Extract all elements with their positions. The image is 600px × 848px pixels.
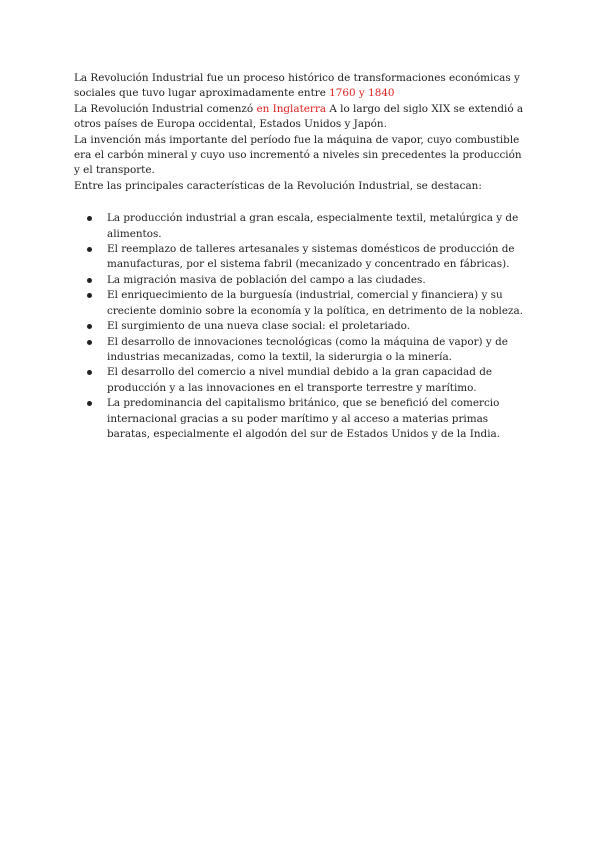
intro-paragraph-4: Entre las principales características de la Revolución Industrial, se destacan: xyxy=(74,179,482,192)
list-item xyxy=(74,211,529,242)
list-item-text: El reemplazo de talleres artesanales y sistemas domésticos de producción de manufacturas, por el sistema fabril (mecanizado y concentrado en fábricas). xyxy=(107,243,515,271)
bullet-icon xyxy=(87,293,92,298)
bullet-icon xyxy=(87,340,92,345)
list-item xyxy=(74,273,529,288)
highlighted-place: en Inglaterra xyxy=(256,102,327,115)
intro-text: A lo largo del siglo XIX se extendió a otros países de Europa occidental, Estados Unidos y Japón. xyxy=(74,102,524,131)
list-item xyxy=(74,242,529,273)
list-item-text: El enriquecimiento de la burguesía (industrial, comercial y financiera) y su creciente dominio sobre la economía y la política, en detrimento de la nobleza. xyxy=(107,289,524,317)
bullet-icon xyxy=(87,324,92,329)
bullet-icon xyxy=(87,401,92,406)
list-item-text: El desarrollo del comercio a nivel mundial debido a la gran capacidad de producción y a las innovaciones en el transporte terrestre y marítimo. xyxy=(107,366,493,394)
characteristics-list xyxy=(74,211,529,442)
bullet-icon xyxy=(87,370,92,375)
list-item-text: La migración masiva de población del campo a las ciudades. xyxy=(107,273,426,286)
list-item xyxy=(74,288,529,319)
highlighted-dates: 1760 y 1840 xyxy=(329,87,395,100)
list-item-text: El surgimiento de una nueva clase social: el proletariado. xyxy=(107,320,410,333)
bullet-icon xyxy=(87,216,92,221)
intro-paragraph-1 xyxy=(74,71,529,102)
intro-text: La Revolución Industrial comenzó xyxy=(74,102,257,115)
list-item xyxy=(74,319,529,334)
list-item-text: El desarrollo de innovaciones tecnológicas (como la máquina de vapor) y de industrias mecanizadas, como la textil, la siderurgia o la minería. xyxy=(107,335,508,363)
bullet-icon xyxy=(87,278,92,283)
bullet-icon xyxy=(87,247,92,252)
document-body xyxy=(74,71,529,442)
intro-paragraph-3: La invención más importante del período fue la máquina de vapor, cuyo combustible era el carbón mineral y cuyo uso incrementó a niveles sin precedentes la producción y el transporte. xyxy=(74,133,522,177)
list-item xyxy=(74,365,529,396)
list-item-text: La producción industrial a gran escala, especialmente textil, metalúrgica y de alimentos. xyxy=(107,212,519,240)
list-item xyxy=(74,335,529,366)
list-item-text: La predominancia del capitalismo británico, que se benefició del comercio internacional gracias a su poder marítimo y al acceso a materias primas baratas, especialmente el algodón del sur de Estados Unidos y de la India. xyxy=(107,397,501,440)
intro-paragraph-2 xyxy=(74,102,529,133)
list-item xyxy=(74,396,529,442)
intro-text: La Revolución Industrial fue un proceso histórico de transformaciones económicas y sociales que tuvo lugar aproximadamente entre xyxy=(74,72,520,100)
